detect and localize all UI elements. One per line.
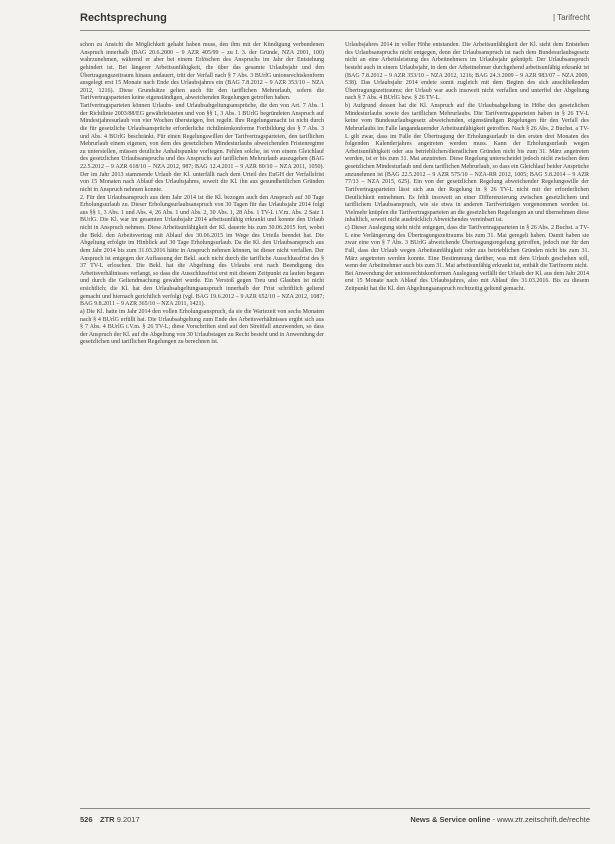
page-footer — [80, 808, 590, 829]
journal-issue — [100, 815, 140, 824]
paragraph: b) Aufgrund dessen hat die Kl. Anspruch auf die Urlaubsabgeltung in Höhe des gesetzlichen Mindesturlaubs sowie des tariflichen Mehrurlaubs. Die Tarifvertragsparteien haben in § 26 TV-L keine vom Bundesurlaubsgesetz abweichenden, eigenständigen Regelungen für den Verfall des Mehrurlaubs im Falle langandauernder Arbeitsunfähigkeit getroffen. Nach § 26 Abs. 2 Buchst. a TV-L gilt zwar, dass im Falle der Übertragung der Erholungsurlaub in den ersten drei Monaten des folgenden Kalenderjahres angetreten werden muss. Kann der Erholungsurlaub wegen Arbeitsunfähigkeit oder aus betrieblichen/dienstlichen Gründen nicht bis zum 31. März angetreten werden, ist er bis zum 31. Mai anzutreten. Diese Regelung unterscheidet jedoch nicht zwischen dem gesetzlichen Mindesturlaub und dem tariflichen Mehrurlaub, so dass ein Gleichlauf beider Ansprüche anzunehmen ist (BAG 22.5.2012 – 9 AZR 575/10 – NZA-RR 2012, 1005; BAG 5.8.2014 – 9 AZR 77/13 – NZA 2015, 625). Ein von der gesetzlichen Regelung abweichender Regelungswille der Tarifvertragsparteien lässt sich aus der Regelung in § 26 TV-L nicht mit der erforderlichen Deutlichkeit entnehmen. Es fehlt insoweit an einer Differenzierung zwischen gesetzlichem und tariflichem Urlaubsanspruch, wie sie etwa in anderen Tarifverträgen vorgenommen worden ist. Vielmehr knüpfen die Tarifvertragsparteien an die gesetzlichen Regelungen an und übernehmen diese inhaltlich, soweit nicht ausdrücklich Abweichendes vereinbart ist. — [345, 103, 589, 224]
service-label: News & Service online — [410, 815, 491, 824]
issue-number: 9.2017 — [116, 815, 140, 824]
paragraph: 2. Für den Urlaubsanspruch aus dem Jahr 2014 ist die Kl. bezogen auch den Anspruch auf 30 Tage Erholungsurlaub zu. Dieser Erholungsurlaubsanspruch von 30 Tagen für das Urlaubsjahr 2014 folgt aus §§ 1, 3 Abs. 1 und Abs. 4, 26 Abs. 1 und Abs. 2, 30 Abs. 1, 28 Abs. 1 TV-L i.V.m. Abs. 2 Satz 1 BUrlG. Die Kl. war im gesamten Urlaubsjahr 2014 arbeitsunfähig erkrankt und konnte den Urlaub nicht in Anspruch nehmen. Diese Arbeitsunfähigkeit der Kl. dauerte bis zum 30.06.2015 fort, wobei die Bekl. den Arbeitsvertrag mit Ablauf des 30.06.2015 im Wege des Urteils beendet hat. Die Abgeltung erfolgte im Hinblick auf 30 Tage Erholungsurlaub. Da die Kl. den Urlaubsanspruch aus dem Jahr 2014 bis zum 31.03.2016 hätte in Anspruch nehmen können, ist dieser nicht verfallen. Der Anspruch ist entgegen der Auffassung der Bekl. auch nicht durch die tarifliche Ausschlussfrist des § 37 TV-L erloschen. Die Bekl. hat die Abgeltung des Urlaubs erst nach Beendigung des Arbeitsverhältnisses verlangt, so dass die Ausschlussfrist erst mit diesem Zeitpunkt zu laufen begann und durch die Geltendmachung gewahrt wurde. Ein Verstoß gegen Treu und Glauben ist nicht ersichtlich; die Kl. hat den Urlaubsabgeltungsanspruch innerhalb der Frist schriftlich geltend gemacht und hiernach gerichtlich verfolgt (vgl. BAG 19.6.2012 – 9 AZR 652/10 – NZA 2012, 1087; BAG 9.8.2011 – 9 AZR 365/10 – NZA 2011, 1421). — [80, 194, 324, 308]
paragraph: a) Die Kl. hatte im Jahr 2014 den vollen Erholungsanspruch, da sie die Wartezeit von sechs Monaten nach § 4 BUrlG erfüllt hat. Die Urlaubsabgeltung zum Ende des Arbeitsverhältnisses ergibt sich aus § 7 Abs. 4 BUrlG i.V.m. § 26 TV-L; diese Vorschriften sind auf den Streitfall anzuwenden, so dass der Anspruch der Kl. auf die Abgeltung von 30 Urlaubstagen zu Recht besteht und in Anwendung der gesetzlichen und tariflichen Regelungen zu berechnen ist. — [80, 308, 324, 346]
page-number: 526 — [80, 815, 93, 824]
service-link[interactable] — [410, 815, 590, 824]
paragraph: schon zu Ansicht die Möglichkeit gehabt haben muss, den ihm mit der Kündigung verbundenen Anspruch innerhalb (BAG 20.6.2000 – 9 AZR 405/99 – zu I. 3. der Gründe, NZA 2001, 100) wahrzunehmen, während er aber bei einem Erlöschen des Anspruchs im Jahr der Entstehung gehindert ist. Bei längerer Arbeitsunfähigkeit, die über das gesamte Urlaubsjahr und den Übertragungszeitraum hinaus andauert, tritt der Verfall nach § 7 Abs. 3 BUrlG unionsrechtskonform ausgelegt erst 15 Monate nach Ende des Urlaubsjahres ein (BAG 7.8.2012 – 9 AZR 353/10 – NZA 2012, 1216). Diese Grundsätze gelten auch für den tariflichen Mehrurlaub, sofern die Tarifvertragsparteien keine eigenständigen, abweichenden Regelungen getroffen haben. — [80, 42, 324, 102]
paragraph: Urlaubsjahres 2014 in voller Höhe entstanden. Die Arbeitsunfähigkeit der Kl. steht dem Entstehen des Urlaubsanspruchs nicht entgegen, denn der Urlaubsanspruch ist nach dem Bundesurlaubsgesetz nicht an eine Arbeitsleistung des Arbeitnehmers im Urlaubsjahr geknüpft. Der Urlaubsanspruch besteht auch in einem Urlaubsjahr, in dem der Arbeitnehmer durchgehend arbeitsunfähig erkrankt ist (BAG 7.8.2012 – 9 AZR 353/10 – NZA 2012, 1216; BAG 24.3.2009 – 9 AZR 983/07 – NZA 2009, 538). Das Urlaubsjahr 2014 endete somit zugleich mit dem Beginn des sich anschließenden Übertragungszeitraums; der Urlaub war auch insoweit nicht verfallen und unterfiel der Abgeltung nach § 7 Abs. 4 BUrlG bzw. § 26 TV-L. — [345, 42, 589, 102]
right-column — [345, 42, 589, 294]
section-title: Rechtsprechung — [80, 12, 167, 24]
paragraph: Bei Anwendung der unionsrechtskonformen Auslegung verfällt der Urlaub der Kl. aus dem Jahr 2014 erst 15 Monate nach Ablauf des Urlaubsjahres, also mit Ablauf des 31.03.2016. Bis zu diesem Zeitpunkt hat die Kl. den Abgeltungsanspruch rechtzeitig geltend gemacht. — [345, 270, 589, 292]
left-column — [80, 42, 324, 347]
paragraph: Tarifvertragsparteien können Urlaubs- und Urlaubsabgeltungsansprüche, die den von Art. 7 Abs. 1 der Richtlinie 2003/88/EG gewährleisteten und von §§ 1, 3 Abs. 1 BUrlG begründeten Anspruch auf Mindestjahresurlaub von vier Wochen übersteigen, frei regeln. Ihre Regelungsmacht ist nicht durch die für gesetzliche Urlaubsansprüche erforderliche richtlinienkonforme Fortbildung des § 7 Abs. 3 und Abs. 4 BUrlG beschränkt. Für einen Regelungswillen der Tarifvertragsparteien, den tariflichen Mehrurlaub einem eigenen, von dem des gesetzlichen Mindesturlaubs abweichenden Fristenregime zu unterstellen, müssen deutliche Anhaltspunkte vorliegen. Fehlen solche, ist von einem Gleichlauf des gesetzlichen Urlaubsanspruchs und des Anspruchs auf tariflichen Mehrurlaub auszugehen (BAG 22.5.2012 – 9 AZR 618/10 – NZA 2012, 987; BAG 12.4.2011 – 9 AZR 80/10 – NZA 2011, 1050). Der im Jahr 2013 stammende Urlaub der Kl. unterfällt nach dem Urteil des EuGH der Verfallsfrist von 15 Monaten nach Ablauf des Urlaubsjahres, soweit die Kl. ihn aus gesundheitlichen Gründen nicht in Anspruch nehmen konnte. — [80, 103, 324, 193]
paragraph: c) Dieser Auslegung steht nicht entgegen, dass die Tarifvertragsparteien in § 26 Abs. 2 Buchst. a TV-L eine Verlängerung des Übertragungszeitraums bis zum 31. Mai geregelt haben. Damit haben sie zwar eine von § 7 Abs. 3 BUrlG abweichende Übertragungsregelung getroffen, jedoch nur für den Fall, dass der Urlaub wegen Arbeitsunfähigkeit oder aus betrieblichen Gründen nicht bis zum 31. März angetreten werden konnte. Eine Bestimmung darüber, was mit dem Urlaub geschehen soll, wenn der Arbeitnehmer auch bis zum 31. Mai arbeitsunfähig erkrankt ist, enthält die Tarifnorm nicht. — [345, 225, 589, 270]
service-url: - www.ztr.zeitschrift.de/rechte — [490, 815, 590, 824]
running-header — [80, 10, 590, 31]
header-category: | Tarifrecht — [552, 13, 590, 22]
journal-name: ZTR — [100, 815, 115, 824]
